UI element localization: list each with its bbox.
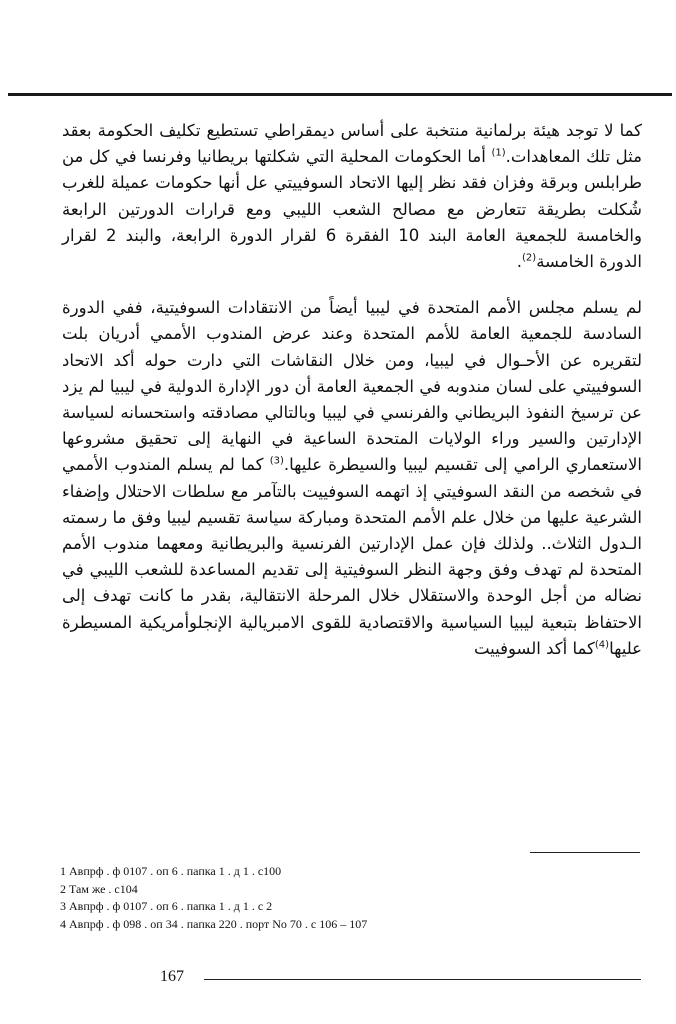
text-line: بلت لتقريره عن الأحـوال في ليبيا، ومن خلال النقاشات التي دارت حوله أكد (62, 324, 642, 370)
text-line: في ليبيا لم يزد عن ترسيخ النفوذ البريطاني والفرنسي في ليبيا وبالتالي مصادقته (62, 376, 642, 423)
text-line: بعقد مثل تلك المعاهدات. (62, 121, 642, 167)
footnote-ref-4: (4) (594, 639, 610, 651)
text-line: كما أكد السوفييت (473, 638, 595, 658)
text-line: سياسة تقسيم ليبيا وفق ما رسمته الـدول الثلاث.. ولذلك فإن عمل الإدارتين (62, 507, 642, 554)
text-line: يسلم المندوب الأممي في شخصه من النقد السوفيتي إذ اتهمه السوفييت بالتآمر (62, 455, 643, 501)
text-line: مع سلطات الاحتلال وإضفاء الشرعية عليها من خلال علم الأمم المتحدة ومباركة (62, 481, 643, 527)
footnote-2: 2 Там же . с104 (60, 881, 138, 896)
text-line: خلال المرحلة الانتقالية، بقدر ما كانت تهدف إلى الاحتفاظ بتبعية ليبيا السياسية (62, 586, 642, 632)
text-line: لم يسلم مجلس الأمم المتحدة في ليبيا أيضاً من الانتقادات السوفيتية، ففي (112, 298, 642, 318)
text-line: الدورة السادسة للجمعية العامة للأمم المتحدة وعند عرض المندوب الأممي أدريان (62, 298, 642, 344)
text-line: كما لا توجد هيئة برلمانية منتخبة على أساس ديمقراطي تستطيع تكليف الحكومة (97, 121, 642, 140)
text-line: . (516, 252, 523, 272)
bottom-rule (204, 979, 641, 980)
text-line: واستحسانه لسياسة الإدارتين والسير وراء الولايات المتحدة الساعية في النهاية إلى (62, 403, 642, 449)
text-line: تحقيق مشروعها الاستعماري الرامي إلى تقسيم ليبيا والسيطرة عليها. (62, 429, 642, 475)
text-line: الاتحاد السوفييتي على لسان مندوبه في الجمعية العامة أن دور الإدارة الدولية (62, 350, 642, 396)
text-line: الرابعة والخامسة للجمعية العامة البند 10 الفقرة 6 لقرار الدورة الرابعة، والبند (62, 199, 642, 245)
text-line: السوفيتية إلى تقديم المساعدة للشعب الليبي في نضاله من أجل الوحدة والاستقلال (62, 560, 642, 606)
paragraph-2 (62, 295, 642, 662)
text-line: عميلة للغرب شُكلت بطريقة تتعارض مع مصالح الشعب الليبي ومع قرارات الدورتين (62, 173, 642, 219)
footnote-separator (530, 852, 640, 853)
text-line: كما لم (218, 455, 270, 475)
text-line: الفرنسية والبريطانية ومعهما مندوب الأمم المتحدة لم تهدف وفق وجهة النظر (62, 534, 642, 580)
page-number: 167 (160, 968, 184, 985)
footnotes (60, 863, 620, 933)
text-line: 2 لقرار الدورة الخامسة (62, 225, 642, 272)
text-line: والاقتصادية للقوى الامبريالية الإنجلوأمريكية المسيطرة عليها (62, 612, 642, 658)
main-text (62, 118, 642, 662)
footnote-4: 4 Авпрф . ф 098 . оп 34 . папка 220 . порт No 70 . с 106 – 107 (60, 916, 368, 931)
top-rule (8, 93, 672, 96)
footnote-ref-2: (2) (522, 252, 537, 264)
text-line: كل من طرابلس وبرقة وفزان فقد نظر إليها الاتحاد السوفييتي عل أنها حكومات (62, 147, 642, 193)
footnote-ref-3: (3) (269, 455, 284, 467)
footnote-ref-1: (1) (491, 147, 506, 159)
paragraph-1 (62, 118, 642, 275)
footnote-3: 3 Авпрф . ф 0107 . оп 6 . папка 1 . д 1 . с 2 (60, 899, 273, 913)
footnote-1: 1 Авпрф . ф 0107 . оп 6 . папка 1 . д 1 . с100 (60, 864, 282, 878)
text-line: أما الحكومات المحلية التي شكلتها بريطانيا وفرنسا في (114, 147, 492, 167)
